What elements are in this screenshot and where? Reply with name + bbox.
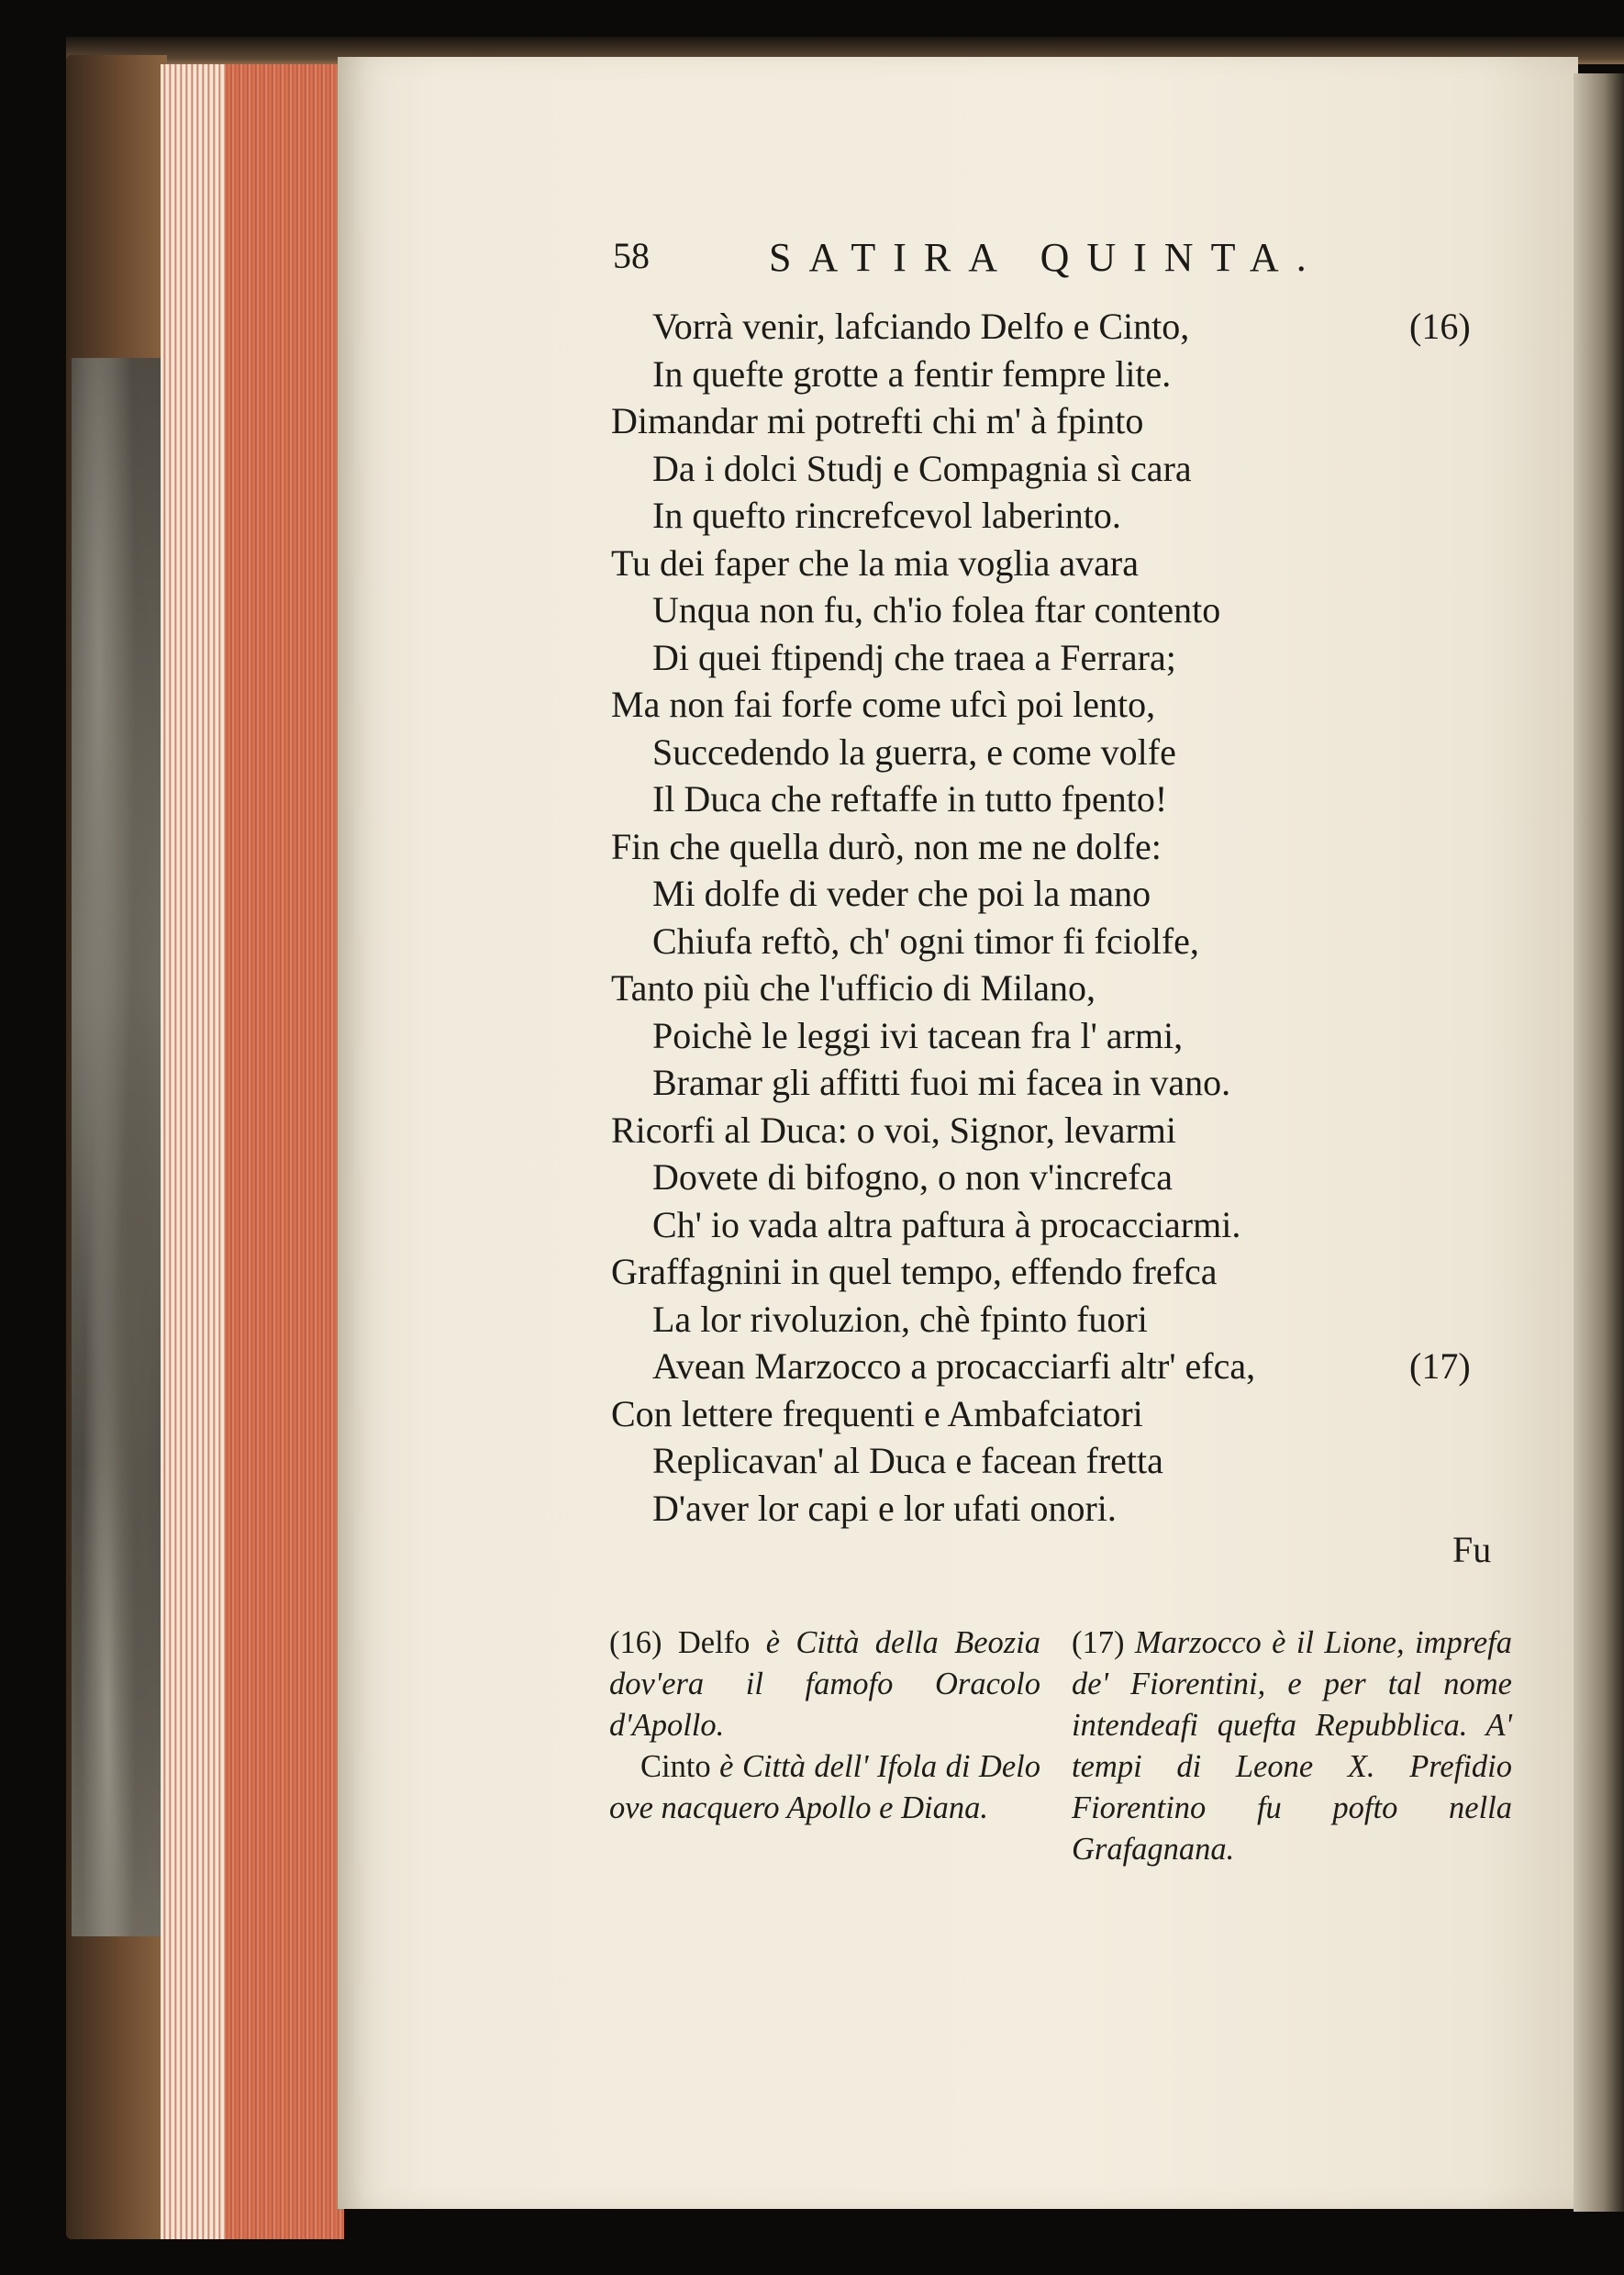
verse-text: Dovete di bifogno, o non v'increfca — [652, 1156, 1174, 1198]
verse-line — [611, 1296, 1492, 1344]
verse-text: Unqua non fu, ch'io folea ftar contento — [652, 589, 1221, 630]
footnote-number: (17) — [1072, 1625, 1125, 1660]
verse-text: Da i dolci Studj e Compagnia sì cara — [652, 447, 1192, 489]
footnote-term: Cinto — [640, 1749, 711, 1784]
verse-line — [611, 492, 1492, 540]
verse-text: D'aver lor capi e lor ufati onori. — [652, 1487, 1117, 1529]
verse-line — [611, 775, 1492, 823]
verse-text: La lor rivoluzion, chè fpinto fuori — [652, 1298, 1148, 1340]
verse-line — [611, 1154, 1492, 1201]
verse-text: Dimandar mi potrefti chi m' à fpinto — [611, 400, 1144, 441]
verse-text: Tanto più che l'ufficio di Milano, — [611, 967, 1096, 1009]
verse-text: In quefte grotte a fentir fempre lite. — [652, 352, 1172, 395]
verse-line — [611, 918, 1492, 965]
footnote-number: (16) — [609, 1625, 662, 1660]
verse-line — [611, 870, 1492, 918]
verse-text: Chiufa reftò, ch' ogni timor fi fciolfe, — [652, 920, 1199, 962]
verse-line — [611, 823, 1492, 871]
footnotes-left — [609, 1623, 1040, 1829]
verse-line — [611, 1248, 1492, 1296]
footnote-17 — [1072, 1623, 1512, 1870]
footnote-reference: (17) — [1409, 1345, 1471, 1387]
verse-text: In quefto rincrefcevol laberinto. — [652, 495, 1121, 536]
verse-line — [611, 586, 1492, 634]
verse-text: Vorrà venir, lafciando Delfo e Cinto, — [652, 306, 1190, 347]
verse-line — [611, 303, 1492, 351]
verse-line — [611, 351, 1492, 398]
verse-line — [611, 1390, 1492, 1438]
verse-text: Fin che quella durò, non me ne dolfe: — [611, 825, 1162, 867]
verse-text: Replicavan' al Duca e facean fretta — [652, 1440, 1163, 1481]
verse-line — [611, 1485, 1492, 1533]
footnote-reference: (16) — [1409, 306, 1471, 347]
verse-text: Il Duca che reftaffe in tutto fpento! — [652, 778, 1168, 820]
verse-text: Ma non fai forfe come ufcì poi lento, — [611, 684, 1156, 725]
footnote-16 — [609, 1623, 1040, 1746]
marbled-cover — [72, 358, 163, 1936]
verse-text: Graffagnini in quel tempo, effendo frefca — [611, 1251, 1218, 1292]
verse-line — [611, 1059, 1492, 1107]
footnote-text: è Città della Beozia dov'era il famofo Oracolo d'Apollo. — [609, 1625, 1041, 1743]
verse-block — [611, 303, 1492, 1532]
verse-text: Avean Marzocco a procacciarfi altr' efca, — [652, 1345, 1256, 1387]
verse-text: Tu dei faper che la mia voglia avara — [611, 541, 1139, 584]
verse-line — [611, 1437, 1492, 1485]
verse-line — [611, 681, 1492, 729]
page-right-edge — [1574, 73, 1624, 2212]
footnote-text: è Città dell' Ifola di Delo ove nacquero Apollo e Diana. — [609, 1749, 1040, 1825]
verse-text: Ricorfi al Duca: o voi, Signor, levarmi — [611, 1109, 1177, 1151]
verse-line — [611, 1343, 1492, 1390]
verse-line — [611, 397, 1492, 445]
footnote-term: Delfo — [677, 1625, 751, 1660]
verse-text: Succedendo la guerra, e come volfe — [652, 730, 1176, 773]
running-head — [613, 234, 1365, 289]
verse-line — [611, 729, 1492, 776]
verse-text: Mi dolfe di veder che poi la mano — [652, 873, 1151, 914]
verse-line — [611, 1107, 1492, 1154]
footnote-text: Marzocco è il Lione, imprefa de' Fiorentini, e per tal nome intendeafi quefta Repubblica. A' tempi di Leone X. Prefidio Fiorentino fu pofto nella Grafagnana. — [1072, 1625, 1512, 1867]
page-edges — [161, 64, 344, 2239]
verse-text: Bramar gli affitti fuoi mi facea in vano. — [652, 1062, 1231, 1103]
verse-text: Con lettere frequenti e Ambafciatori — [611, 1392, 1143, 1434]
verse-line — [611, 965, 1492, 1012]
footnote-16-cont — [609, 1746, 1040, 1829]
footnotes-right — [1072, 1623, 1512, 1870]
catchword: Fu — [1452, 1529, 1492, 1570]
page-title: SATIRA QUINTA. — [769, 235, 1324, 280]
verse-line — [611, 445, 1492, 493]
verse-text: Di quei ftipendj che traea a Ferrara; — [652, 636, 1176, 678]
verse-text: Poichè le leggi ivi tacean fra l' armi, — [652, 1014, 1184, 1056]
verse-line — [611, 1201, 1492, 1249]
verse-text: Ch' io vada altra paftura à procacciarmi. — [652, 1203, 1241, 1245]
page-number: 58 — [613, 235, 650, 276]
verse-line — [611, 1012, 1492, 1060]
verse-line — [611, 634, 1492, 682]
verse-line — [611, 540, 1492, 587]
